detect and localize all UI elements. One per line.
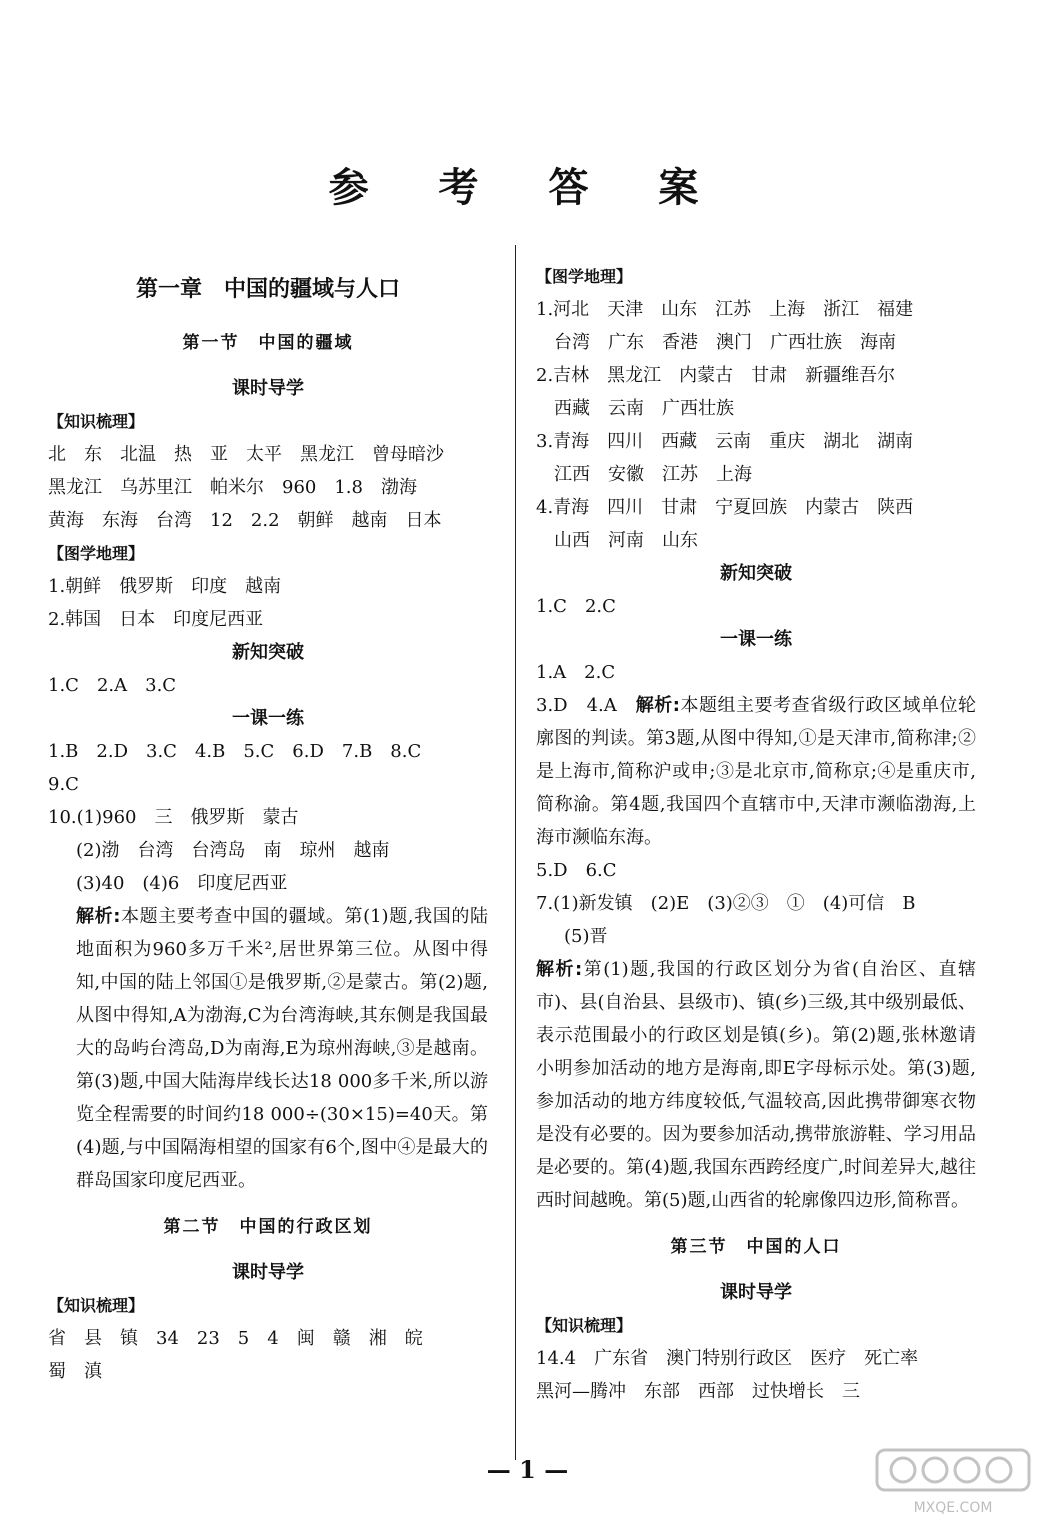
explanation-label: 解析:: [635, 695, 680, 716]
watermark-logo: [873, 1446, 1033, 1518]
subheading-xinzhi-tupo: 新知突破: [720, 563, 792, 584]
subheading-yike-yilian: 一课一练: [232, 708, 304, 729]
answer-line: 省 县 镇 34 23 5 4 闽 赣 湘 皖: [48, 1328, 423, 1349]
answer-line: 江西 安徽 江苏 上海: [536, 464, 752, 485]
answer-line: 1.C 2.A 3.C: [48, 675, 177, 696]
subheading-xinzhi-tupo: 新知突破: [232, 642, 304, 663]
explanation-text: 第(1)题,我国的行政区划分为省(自治区、直辖市)、县(自治县、县级市)、镇(乡)三级,其中级别最低、表示范围最小的行政区划是镇(乡)。第(2)题,张林邀请小明参加活动的地方是海南,即E字母标示处。第(3)题,参加活动的地方纬度较低,气温较高,因此携带御寒衣物是没有必要的。因为要参加活动,携带旅游鞋、学习用品是必要的。第(4)题,我国东西跨经度广,时间差异大,越往西时间越晚。第(5)题,山西省的轮廓像四边形,简称晋。: [536, 959, 976, 1211]
tag-tuxue-dili: 【图学地理】: [48, 544, 145, 563]
answer-line: 山西 河南 山东: [536, 530, 698, 551]
tag-zhishi-shuli: 【知识梳理】: [536, 1316, 633, 1335]
answer-line: 1.A 2.C: [536, 662, 616, 683]
section-heading-3: 第三节 中国的人口: [670, 1237, 842, 1257]
left-column: [48, 255, 488, 1388]
answer-line: 黑龙江 乌苏里江 帕米尔 960 1.8 渤海: [48, 477, 417, 498]
explanation-paragraph: [48, 900, 488, 1197]
answer-line: 1.河北 天津 山东 江苏 上海 浙江 福建: [536, 299, 914, 320]
column-divider: [515, 245, 516, 1460]
answer-line: 3.青海 四川 西藏 云南 重庆 湖北 湖南: [536, 431, 914, 452]
explanation-text: 本题主要考查中国的疆域。第(1)题,我国的陆地面积为960多万千米²,居世界第三位。从图中得知,中国的陆上邻国①是俄罗斯,②是蒙古。第(2)题,从图中得知,A为渤海,C为台湾海峡,其东侧是我国最大的岛屿台湾岛,D为南海,E为琼州海峡,③是越南。第(3)题,中国大陆海岸线长达18 000多千米,所以游览全程需要的时间约18 000÷(30×15)=40天。第(4)题,与中国隔海相望的国家有6个,图中④是最大的群岛国家印度尼西亚。: [76, 906, 488, 1191]
answer-line: 台湾 广东 香港 澳门 广西壮族 海南: [536, 332, 896, 353]
subheading-yike-yilian: 一课一练: [720, 629, 792, 650]
explanation-label: 解析:: [536, 959, 583, 980]
tag-zhishi-shuli: 【知识梳理】: [48, 412, 145, 431]
page-number: — 1 —: [486, 1455, 569, 1484]
subheading-keshi-daoxue: 课时导学: [232, 1262, 304, 1283]
answer-line: 1.B 2.D 3.C 4.B 5.C 6.D 7.B 8.C: [48, 741, 422, 762]
section-heading-2: 第二节 中国的行政区划: [163, 1217, 373, 1237]
answer-line: 西藏 云南 广西壮族: [536, 398, 734, 419]
answer-line: 2.韩国 日本 印度尼西亚: [48, 609, 264, 630]
answer-line: 4.青海 四川 甘肃 宁夏回族 内蒙古 陕西: [536, 497, 914, 518]
explanation-text: 本题组主要考查省级行政区域单位轮廓图的判读。第3题,从图中得知,①是天津市,简称津;②是上海市,简称沪或申;③是北京市,简称京;④是重庆市,简称渝。第4题,我国四个直辖市中,天津市濒临渤海,上海市濒临东海。: [536, 695, 976, 848]
answer-line: 10.(1)960 三 俄罗斯 蒙古: [48, 807, 299, 828]
answer-line: (3)40 (4)6 印度尼西亚: [76, 873, 288, 894]
answer-line: (2)渤 台湾 台湾岛 南 琼州 越南: [76, 840, 390, 861]
answer-line: 2.吉林 黑龙江 内蒙古 甘肃 新疆维吾尔: [536, 365, 896, 386]
answer-line: 9.C: [48, 774, 79, 795]
answer-line: 1.朝鲜 俄罗斯 印度 越南: [48, 576, 282, 597]
answer-line: 5.D 6.C: [536, 860, 617, 881]
explanation-label: 解析:: [76, 906, 121, 927]
answer-line: 3.D 4.A: [536, 695, 636, 716]
answer-line: (5)晋: [564, 926, 608, 947]
section-heading-1: 第一节 中国的疆域: [182, 333, 354, 353]
tag-tuxue-dili: 【图学地理】: [536, 267, 633, 286]
answer-line: 7.(1)新发镇 (2)E (3)②③ ① (4)可信 B: [536, 893, 916, 914]
subheading-keshi-daoxue: 课时导学: [232, 378, 304, 399]
answer-line: 黑河—腾冲 东部 西部 过快增长 三: [536, 1381, 860, 1402]
answer-line: 北 东 北温 热 亚 太平 黑龙江 曾母暗沙: [48, 444, 444, 465]
answer-line: 黄海 东海 台湾 12 2.2 朝鲜 越南 日本: [48, 510, 442, 531]
chapter-heading: 第一章 中国的疆域与人口: [135, 277, 400, 302]
tag-zhishi-shuli: 【知识梳理】: [48, 1296, 145, 1315]
right-column: [536, 260, 976, 1408]
watermark-text: MXQE.COM: [913, 1500, 993, 1516]
answer-line: 1.C 2.C: [536, 596, 616, 617]
answer-line: 蜀 滇: [48, 1361, 102, 1382]
explanation-paragraph: [536, 953, 976, 1217]
subheading-keshi-daoxue: 课时导学: [720, 1282, 792, 1303]
answer-line: 14.4 广东省 澳门特别行政区 医疗 死亡率: [536, 1348, 919, 1369]
page-title: 参 考 答 案: [328, 164, 727, 211]
explanation-paragraph: [536, 689, 976, 854]
